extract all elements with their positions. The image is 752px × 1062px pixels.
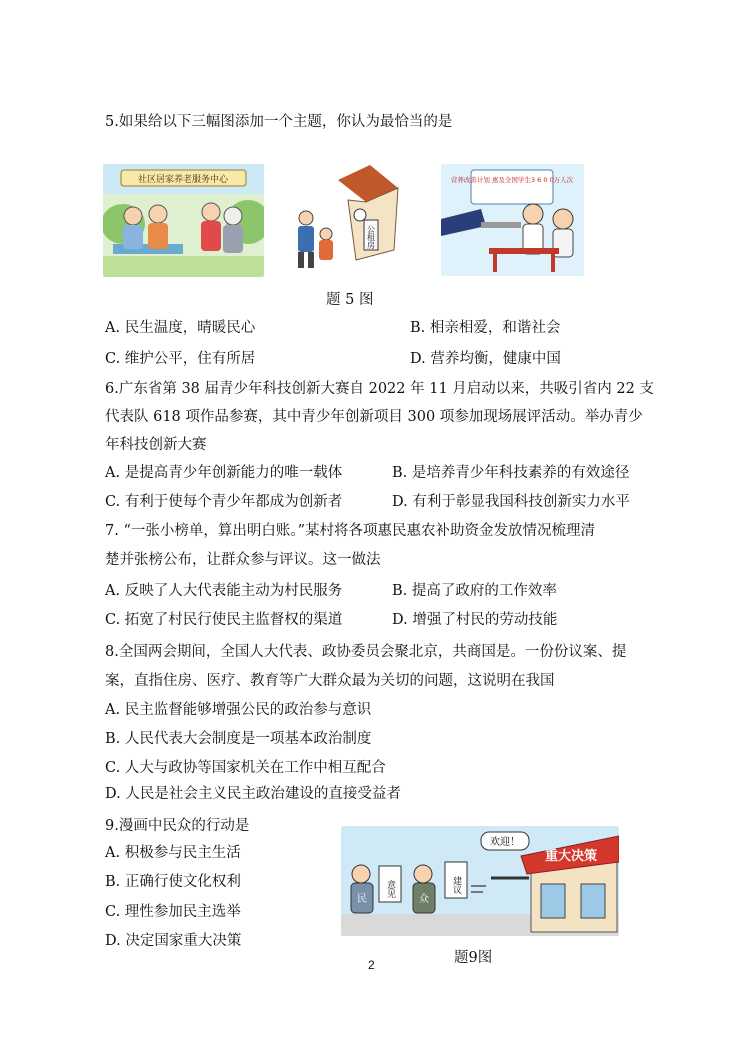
q8-option-b[interactable]: B. 人民代表大会制度是一项基本政治制度 bbox=[105, 731, 372, 747]
q8-stem-line-1: 8.全国两会期间，全国人大代表、政协委员会聚北京，共商国是。一份份议案、提 bbox=[105, 644, 627, 660]
q6-option-a[interactable]: A. 是提高青少年创新能力的唯一载体 bbox=[105, 465, 343, 481]
q5-option-a[interactable]: A. 民生温度，晴暖民心 bbox=[105, 320, 256, 336]
q9-option-d[interactable]: D. 决定国家重大决策 bbox=[105, 933, 242, 949]
q7-option-c[interactable]: C. 拓宽了村民行使民主监督权的渠道 bbox=[105, 612, 343, 628]
public-housing-illustration bbox=[290, 160, 415, 275]
elderly-care-illustration bbox=[103, 164, 264, 277]
img1-sign-text: 社区居家养老服务中心 bbox=[137, 175, 229, 185]
q9-option-a[interactable]: A. 积极参与民主生活 bbox=[105, 845, 241, 861]
q5-option-c[interactable]: C. 维护公平，住有所居 bbox=[105, 351, 256, 367]
q9-stem: 9.漫画中民众的行动是 bbox=[105, 818, 250, 834]
q7-option-b[interactable]: B. 提高了政府的工作效率 bbox=[392, 583, 557, 599]
q9-option-c[interactable]: C. 理性参加民主选举 bbox=[105, 904, 241, 920]
q6-option-d[interactable]: D. 有利于彰显我国科技创新实力水平 bbox=[392, 494, 630, 510]
q7-stem-line-1: 7. “一张小榜单，算出明白账。”某村将各项惠民惠农补助资金发放情况梳理清 bbox=[105, 523, 596, 539]
bubble-text: 欢迎！ bbox=[490, 837, 520, 848]
q9-caption: 题9图 bbox=[454, 950, 493, 966]
q5-caption: 题 5 图 bbox=[326, 292, 374, 308]
q8-option-d[interactable]: D. 人民是社会主义民主政治建设的直接受益者 bbox=[105, 786, 401, 802]
q6-stem-line-1: 6.广东省第 38 届青少年科技创新大赛自 2022 年 11 月启动以来，共吸引省内 22 支 bbox=[105, 381, 654, 397]
q5-stem: 5.如果给以下三幅图添加一个主题，你认为最恰当的是 bbox=[105, 114, 453, 130]
q9-option-b[interactable]: B. 正确行使文化权利 bbox=[105, 874, 241, 890]
q5-option-b[interactable]: B. 相亲相爱，和谐社会 bbox=[410, 320, 561, 336]
page-number: 2 bbox=[368, 958, 375, 972]
q6-option-b[interactable]: B. 是培养青少年科技素养的有效途径 bbox=[392, 465, 630, 481]
q6-option-c[interactable]: C. 有利于使每个青少年都成为创新者 bbox=[105, 494, 343, 510]
q7-stem-line-2: 楚并张榜公布，让群众参与评议。这一做法 bbox=[105, 552, 381, 568]
paper-label-1: 意见 bbox=[385, 880, 395, 898]
img3-sign-text: 营养改善计划 惠及全国学生3 6 0 0万人次 bbox=[450, 176, 574, 184]
nutrition-program-illustration bbox=[441, 164, 584, 276]
q7-option-a[interactable]: A. 反映了人大代表能主动为村民服务 bbox=[105, 583, 343, 599]
person-label-1: 民 bbox=[357, 894, 367, 905]
q8-stem-line-2: 案，直指住房、医疗、教育等广大群众最为关切的问题，这说明在我国 bbox=[105, 673, 555, 689]
major-decision-cartoon bbox=[341, 826, 619, 936]
img2-sign-text: 公租房 bbox=[366, 225, 376, 249]
paper-label-2: 建议 bbox=[451, 876, 461, 894]
q8-option-a[interactable]: A. 民主监督能够增强公民的政治参与意识 bbox=[105, 702, 372, 718]
q8-option-c[interactable]: C. 人大与政协等国家机关在工作中相互配合 bbox=[105, 760, 386, 776]
q6-stem-line-2: 代表队 618 项作品参赛，其中青少年创新项目 300 项参加现场展评活动。举办青少 bbox=[105, 409, 643, 425]
q6-stem-line-3: 年科技创新大赛 bbox=[105, 437, 207, 453]
q5-option-d[interactable]: D. 营养均衡，健康中国 bbox=[410, 351, 561, 367]
person-label-2: 众 bbox=[419, 894, 429, 905]
q7-option-d[interactable]: D. 增强了村民的劳动技能 bbox=[392, 612, 558, 628]
building-sign-text: 重大决策 bbox=[544, 849, 598, 864]
